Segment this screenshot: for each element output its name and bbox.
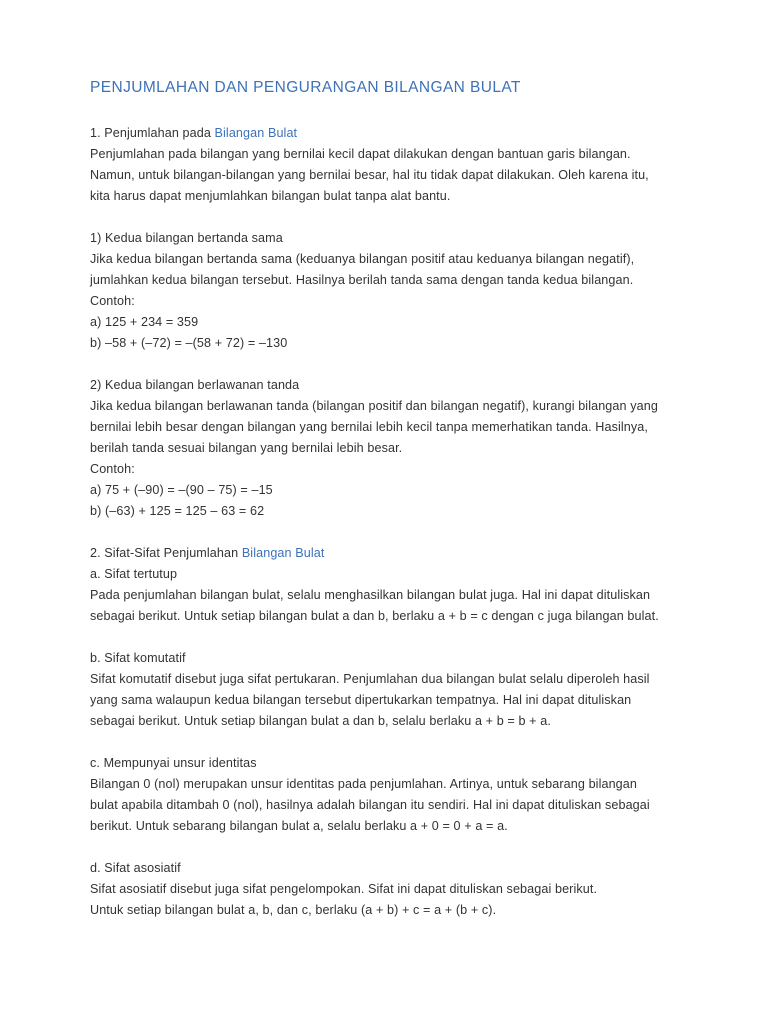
case1-line: Jika kedua bilangan bertanda sama (keduanya bilangan positif atau keduanya bilangan negatif), <box>90 252 635 266</box>
section1-heading-text: 1. Penjumlahan pada <box>90 126 215 140</box>
case2-line: Jika kedua bilangan berlawanan tanda (bilangan positif dan bilangan negatif), kurangi bilangan yang <box>90 399 658 413</box>
property-c-line: berikut. Untuk sebarang bilangan bulat a, selalu berlaku a + 0 = 0 + a = a. <box>90 819 508 833</box>
intro-line: kita harus dapat menjumlahkan bilangan bulat tanpa alat bantu. <box>90 189 451 203</box>
property-d-line: Untuk setiap bilangan bulat a, b, dan c, berlaku (a + b) + c = a + (b + c). <box>90 903 497 917</box>
case1-example: a) 125 + 234 = 359 <box>90 315 199 329</box>
case1-example: b) –58 + (–72) = –(58 + 72) = –130 <box>90 336 288 350</box>
property-c-line: Bilangan 0 (nol) merupakan unsur identitas pada penjumlahan. Artinya, untuk sebarang bilangan <box>90 777 637 791</box>
paragraph-gap <box>90 837 748 858</box>
property-c-line: bulat apabila ditambah 0 (nol), hasilnya adalah bilangan itu sendiri. Hal ini dapat dituliskan sebagai <box>90 798 650 812</box>
intro-line: Penjumlahan pada bilangan yang bernilai kecil dapat dilakukan dengan bantuan garis bilangan. <box>90 147 631 161</box>
property-c-heading: c. Mempunyai unsur identitas <box>90 756 257 770</box>
property-d-heading: d. Sifat asosiatif <box>90 861 181 875</box>
page-title: PENJUMLAHAN DAN PENGURANGAN BILANGAN BULAT <box>90 79 521 96</box>
property-a-heading: a. Sifat tertutup <box>90 567 178 581</box>
bilangan-bulat-link-2[interactable]: Bilangan Bulat <box>241 546 325 560</box>
paragraph-gap <box>90 627 748 648</box>
paragraph-gap <box>90 732 748 753</box>
case2-example: b) (–63) + 125 = 125 – 63 = 62 <box>90 504 265 518</box>
paragraph-gap <box>90 522 748 543</box>
property-b-heading: b. Sifat komutatif <box>90 651 186 665</box>
case1-line: Contoh: <box>90 294 135 308</box>
case2-line: Contoh: <box>90 462 135 476</box>
section2-heading-text: 2. Sifat-Sifat Penjumlahan <box>90 546 242 560</box>
section2-heading <box>90 543 748 564</box>
property-b-line: Sifat komutatif disebut juga sifat pertukaran. Penjumlahan dua bilangan bulat selalu diperoleh hasil <box>90 672 650 686</box>
property-b-line: sebagai berikut. Untuk setiap bilangan bulat a dan b, selalu berlaku a + b = b + a. <box>90 714 551 728</box>
property-a-line: Pada penjumlahan bilangan bulat, selalu menghasilkan bilangan bulat juga. Hal ini dapat dituliskan <box>90 588 651 602</box>
case2-example: a) 75 + (–90) = –(90 – 75) = –15 <box>90 483 273 497</box>
case2-line: bernilai lebih besar dengan bilangan yang bernilai lebih kecil tanpa memerhatikan tanda. Hasilnya, <box>90 420 648 434</box>
property-a-line: sebagai berikut. Untuk setiap bilangan bulat a dan b, berlaku a + b = c dengan c juga bilangan bulat. <box>90 609 659 623</box>
case1-heading: 1) Kedua bilangan bertanda sama <box>90 231 283 245</box>
paragraph-gap <box>90 354 748 375</box>
case1-line: jumlahkan kedua bilangan tersebut. Hasilnya berilah tanda sama dengan tanda kedua bilangan. <box>90 273 634 287</box>
property-b-line: yang sama walaupun kedua bilangan tersebut dipertukarkan tempatnya. Hal ini dapat dituliskan <box>90 693 632 707</box>
paragraph-gap <box>90 207 748 228</box>
section1-heading <box>90 123 748 144</box>
intro-line: Namun, untuk bilangan-bilangan yang bernilai besar, hal itu tidak dapat dilakukan. Oleh karena itu, <box>90 168 649 182</box>
bilangan-bulat-link-1[interactable]: Bilangan Bulat <box>214 126 298 140</box>
case2-heading: 2) Kedua bilangan berlawanan tanda <box>90 378 300 392</box>
case2-line: berilah tanda sesuai bilangan yang bernilai lebih besar. <box>90 441 403 455</box>
property-d-line: Sifat asosiatif disebut juga sifat pengelompokan. Sifat ini dapat dituliskan sebagai berikut. <box>90 882 598 896</box>
